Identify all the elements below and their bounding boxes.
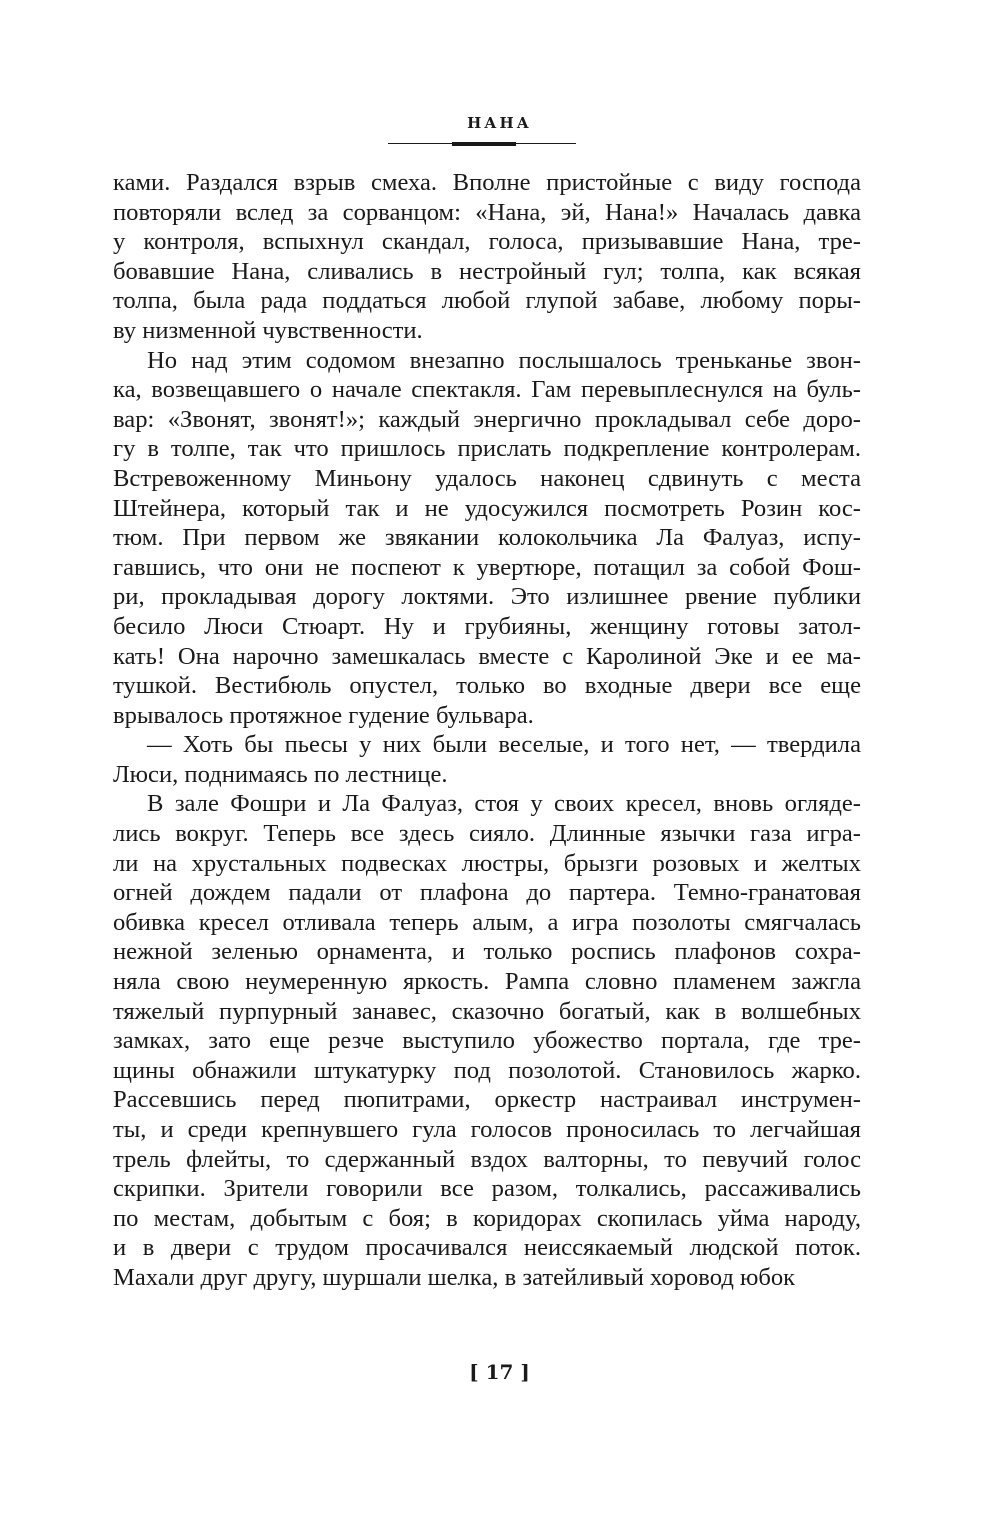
text-line: щины обнажили штукатурку под позолотой. Становилось жарко. — [113, 1056, 861, 1084]
text-line: у контроля, вспыхнул скандал, голоса, призывавшие Нана, тре- — [113, 228, 861, 256]
text-line: гу в толпе, так что пришлось прислать подкрепление контролерам. — [113, 435, 861, 463]
text-line: огней дождем падали от плафона до партера. Темно-гранатовая — [113, 879, 861, 907]
text-line: по местам, добытым с боя; в коридорах скопилась уйма народу, — [113, 1204, 861, 1232]
text-line: врывалось протяжное гудение бульвара. — [113, 701, 534, 729]
text-line: Люси, поднимаясь по лестнице. — [113, 760, 448, 788]
text-line: Махали друг другу, шуршали шелка, в затейливый хоровод юбок — [113, 1263, 796, 1291]
text-line: толпа, была рада поддаться любой глупой забаве, любому поры- — [113, 287, 861, 315]
text-line: тяжелый пурпурный занавес, сказочно богатый, как в волшебных — [113, 997, 861, 1025]
folio-open-bracket: [ — [469, 1360, 479, 1384]
text-line: Штейнера, который так и не удосужился посмотреть Розин кос- — [113, 494, 861, 522]
head-rule-accent — [452, 142, 516, 146]
text-line: Но над этим содомом внезапно послышалось треньканье звон- — [147, 346, 861, 374]
page-number — [0, 1360, 999, 1384]
text-line: няла свою неумеренную яркость. Рампа словно пламенем зажгла — [113, 968, 861, 996]
folio-close-bracket: ] — [520, 1360, 530, 1384]
text-line: кать! Она нарочно замешкалась вместе с Каролиной Эке и ее ма- — [113, 642, 861, 670]
text-line: ками. Раздался взрыв смеха. Вполне пристойные с виду господа — [113, 169, 861, 196]
text-line: бовавшие Нана, сливались в нестройный гул; толпа, как всякая — [113, 257, 861, 285]
text-line: Встревоженному Миньону удалось наконец сдвинуть с места — [113, 464, 861, 492]
text-line: повторяли вслед за сорванцом: «Нана, эй, Нана!» Началась давка — [113, 198, 861, 226]
text-line: скрипки. Зрители говорили все разом, толкались, рассаживались — [113, 1175, 861, 1203]
text-line: замках, зато еще резче выступило убожество портала, где тре- — [113, 1027, 861, 1055]
text-line: трель флейты, то сдержанный вздох валторны, то певучий голос — [113, 1145, 861, 1173]
page-number-value: 17 — [485, 1360, 514, 1384]
text-line: ка, возвещавшего о начале спектакля. Гам перевыплеснулся на буль- — [113, 376, 861, 404]
text-line: ли на хрустальных подвесках люстры, брызги розовых и желтых — [113, 849, 861, 877]
text-line: бесило Люси Стюарт. Ну и грубияны, женщину готовы затол- — [113, 612, 861, 640]
text-line: тюм. При первом же звякании колокольчика Ла Фалуаз, испу- — [113, 524, 861, 552]
body-text — [113, 168, 861, 1293]
text-line: ри, прокладывая дорогу локтями. Это излишнее рвение публики — [113, 583, 861, 611]
text-line: вар: «Звонят, звонят!»; каждый энергично прокладывал себе доро- — [113, 405, 861, 433]
text-line: Рассевшись перед пюпитрами, оркестр настраивал инструмен- — [113, 1086, 861, 1114]
text-line: — Хоть бы пьесы у них были веселые, и того нет, — твердила — [147, 731, 861, 759]
text-line: ты, и среди крепнувшего гула голосов проносилась то легчайшая — [113, 1116, 861, 1143]
text-line: гавшись, что они не поспеют к увертюре, потащил за собой Фош- — [113, 553, 861, 581]
text-line: ву низменной чувственности. — [113, 316, 423, 344]
text-line: лись вокруг. Теперь все здесь сияло. Длинные язычки газа игра- — [113, 820, 861, 848]
text-line: и в двери с трудом просачивался неиссякаемый людской поток. — [113, 1234, 861, 1262]
text-line: тушкой. Вестибюль опустел, только во входные двери все еще — [113, 672, 861, 700]
text-line: нежной зеленью орнамента, и только роспись плафонов сохра- — [113, 938, 861, 966]
running-head: НАНА — [467, 114, 532, 132]
text-line: обивка кресел отливала теперь алым, а игра позолоты смягчалась — [113, 908, 861, 936]
text-line: В зале Фошри и Ла Фалуаз, стоя у своих кресел, вновь огляде- — [147, 790, 861, 818]
